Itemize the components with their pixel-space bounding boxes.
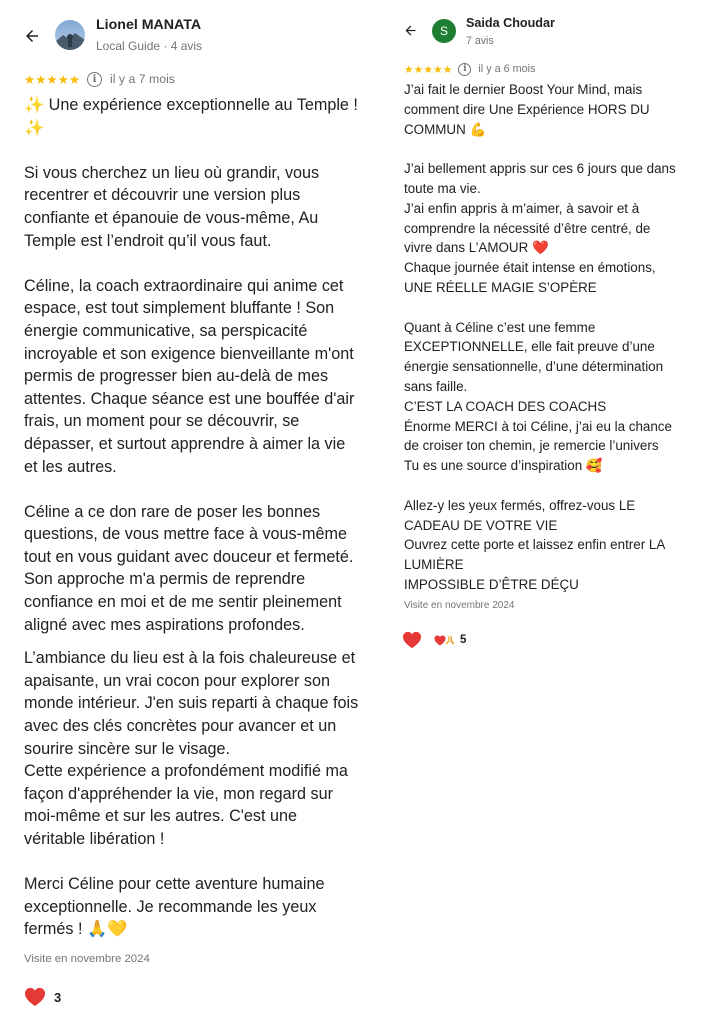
reaction-count: 3 [54,989,62,1005]
text-line: fermés ! 🙏💛 [24,920,128,939]
review-text [24,94,358,941]
arrow-left-icon [23,27,41,45]
text-line: frais, un moment pour se découvrir, se [24,412,300,431]
text-line: Cette expérience a profondément modifié ma [24,762,348,781]
heart-icon [402,631,422,649]
text-line: vivre dans L’AMOUR ❤️ [404,240,549,256]
text-line: Allez-y les yeux fermés, offrez-vous LE [404,497,636,513]
text-line: CADEAU DE VOTRE VIE [404,517,558,533]
text-line: Temple est l’endroit qu’il vous faut. [24,231,272,250]
text-line: exceptionnelle. Je recommande les yeux [24,897,317,916]
text-line: véritable libération ! [24,830,165,848]
text-line: IMPOSSIBLE D’ÊTRE DÉÇU [404,576,579,592]
text-line: J’ai bellement appris sur ces 6 jours que dans [404,161,676,177]
text-line: façon d'appréhender la vie, mon regard sur [24,784,334,803]
text-line: ✨ [24,118,45,137]
text-line: comprendre la nécessité d’être centré, de [404,220,651,236]
text-line: Si vous cherchez un lieu où grandir, vous [24,163,320,182]
text-line: questions, de vous mettre face à vous-même [24,525,348,544]
text-line: EXCEPTIONNELLE, elle fait preuve d’une [404,339,655,355]
text-line: dépasser, et surtout apprendre à aimer la vie [24,434,346,453]
review-header [388,0,724,64]
visit-date: Visite en novembre 2024 [24,953,150,965]
text-line: toute ma vie. [404,180,481,196]
review-header [0,0,372,64]
rating-row [404,61,535,77]
text-line: J’ai enfin appris à m’aimer, à savoir et à [404,200,640,216]
text-line: Quant à Céline c’est une femme [404,319,596,335]
text-line: Chaque journée était intense en émotions, [404,260,656,276]
text-line: tout en vous guidant avec douceur et fermeté. [24,547,354,566]
avatar[interactable] [55,20,85,50]
star-rating: ★★★★★ [24,72,81,87]
text-line: de croiser ton chemin, je remercie l’univers [404,438,659,454]
text-line: sans faille. [404,378,468,394]
text-line: énergie communicative, sa perspicacité [24,321,308,340]
text-line: Tu es une source d’inspiration 🥰 [404,458,603,474]
reviewer-meta: 7 avis [466,35,494,47]
text-line: aligné avec mes aspirations profondes. [24,615,305,634]
review-text [404,80,676,595]
back-button[interactable] [400,20,420,40]
text-line: confiance en moi et de me sentir pleinement [24,593,342,612]
text-line: COMMUN 💪 [404,121,487,137]
reactions-bar [24,986,61,1008]
text-line: Céline, la coach extraordinaire qui anime cet [24,276,344,295]
rating-row [24,70,175,88]
reviewer-name[interactable]: Lionel MANATA [96,17,202,33]
text-line: avec des clés concrètes pour avancer et un [24,717,337,736]
arrow-left-icon [403,23,418,38]
text-line: attentes. Chaque séance est une bouffée d'air [24,389,355,408]
reaction-summary[interactable] [434,634,466,646]
text-line: monde intérieur. J'en suis reparti à chaque fois [24,694,359,713]
text-line: recentrer et découvrir une version plus [24,186,301,205]
reaction-count: 5 [460,634,467,646]
text-line: UNE RÉELLE MAGIE S’OPÈRE [404,279,597,295]
text-line: sourire sincère sur le visage. [24,739,231,758]
heart-reaction-button[interactable] [402,631,422,649]
reviewer-meta: Local Guide · 4 avis [96,39,203,53]
text-line: Son approche m'a permis de reprendre [24,570,306,589]
heart-icon [24,987,46,1007]
review-date: il y a 7 mois [110,72,175,86]
text-line: Ouvrez cette porte et laissez enfin entrer LA [404,537,666,553]
text-line: Merci Céline pour cette aventure humaine [24,875,325,894]
text-line: permis de progresser bien au-delà de mes [24,367,329,386]
review-date: il y a 6 mois [478,63,536,75]
back-button[interactable] [20,24,44,48]
info-icon[interactable]: i [87,72,102,87]
star-rating: ★★★★★ [404,63,453,76]
text-line: C’EST LA COACH DES COACHS [404,398,607,414]
text-line: moi-même et sur les autres. C'est une [24,807,297,826]
info-icon[interactable]: i [458,63,471,76]
text-line: comment dire Une Expérience HORS DU [404,101,650,117]
text-line: confiante et épanouie de vous-même, Au [24,208,319,227]
text-line: L’ambiance du lieu est à la fois chaleureuse et [24,649,356,668]
text-line: LUMIÈRE [404,557,464,573]
heart-reaction-button[interactable] [24,987,46,1007]
text-line: apaisante, un vrai cocon pour explorer son [24,671,330,690]
visit-date: Visite en novembre 2024 [404,600,515,611]
text-line: et les autres. [24,457,117,476]
text-line: J’ai fait le dernier Boost Your Mind, mais [404,82,643,97]
avatar[interactable] [432,19,456,43]
avatar-initial: S [439,24,448,38]
text-line: Céline a ce don rare de poser les bonnes [24,502,321,521]
text-line: incroyable et son exigence bienveillante m'ont [24,344,354,363]
text-line: espace, est tout simplement bluffante ! Son [24,299,335,318]
text-line: Énorme MERCI à toi Céline, j’ai eu la chance [404,418,672,434]
text-line: ✨ Une expérience exceptionnelle au Temple ! [24,96,358,114]
praying-hands-icon [444,634,456,646]
text-line: énergie sensationnelle, d’une détermination [404,359,664,375]
reviewer-name[interactable]: Saida Choudar [466,16,555,30]
avatar-photo-icon [55,20,85,50]
review-card-saida [388,0,724,1024]
reactions-bar [402,630,466,650]
